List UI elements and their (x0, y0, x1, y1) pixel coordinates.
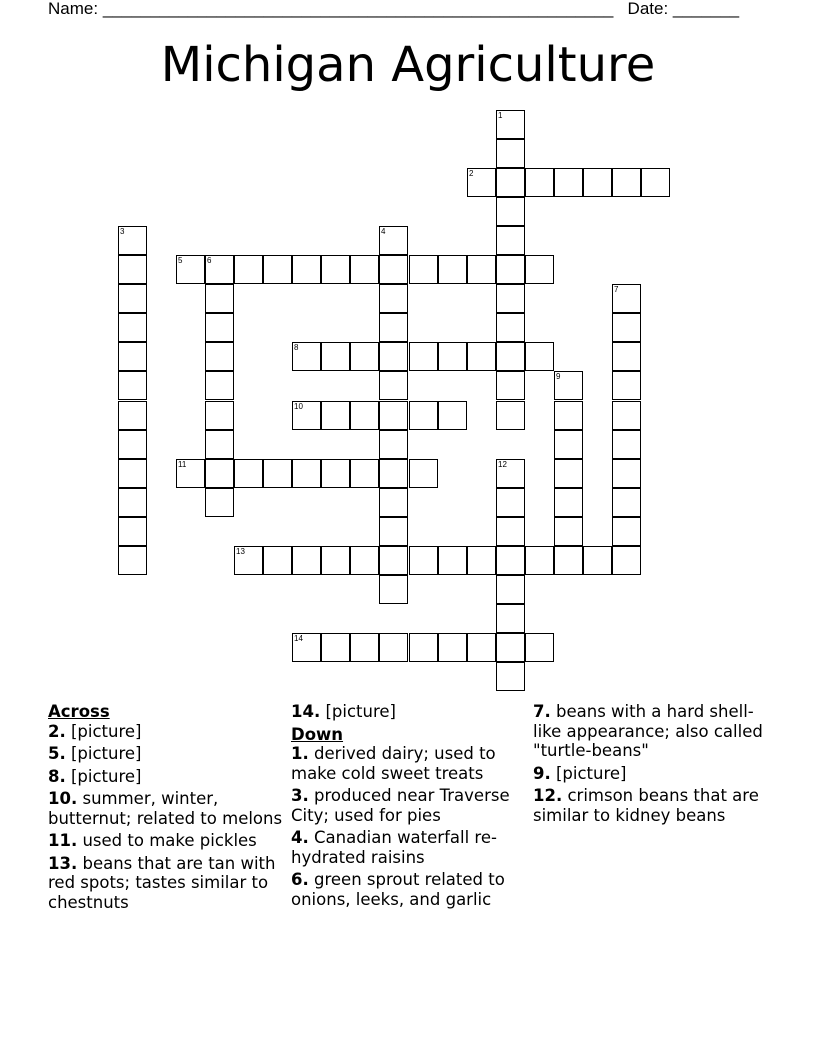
grid-cell[interactable] (612, 488, 641, 517)
grid-cell[interactable] (379, 575, 408, 604)
grid-cell[interactable] (554, 371, 583, 400)
date-line[interactable]: _______ (672, 0, 740, 18)
grid-cell[interactable] (292, 401, 321, 430)
clue-text: [picture] (65, 744, 142, 763)
grid-cell[interactable] (350, 342, 379, 371)
grid-cell[interactable] (263, 546, 292, 575)
down-clue-list-continued (533, 702, 773, 825)
across-clue-list-continued (291, 702, 531, 722)
clue-number: 10 (294, 402, 303, 411)
clue-number: 3 (120, 227, 125, 236)
grid-cell[interactable] (118, 401, 147, 430)
grid-cell[interactable] (205, 371, 234, 400)
grid-cell[interactable] (496, 575, 525, 604)
grid-cell[interactable] (350, 255, 379, 284)
grid-cell[interactable] (379, 371, 408, 400)
grid-cell[interactable] (467, 546, 496, 575)
grid-cell[interactable] (234, 459, 263, 488)
clue-number: 4 (381, 227, 386, 236)
clue-text: [picture] (550, 763, 627, 783)
clue-num: 7. (533, 702, 551, 721)
grid-cell[interactable] (118, 284, 147, 313)
grid-cell[interactable] (118, 313, 147, 342)
clue-text: crimson beans that are similar to kidney beans (533, 786, 759, 825)
grid-cell[interactable] (496, 313, 525, 342)
grid-cell[interactable] (467, 342, 496, 371)
grid-cell[interactable] (496, 255, 525, 284)
grid-cell[interactable] (118, 517, 147, 546)
grid-cell[interactable] (234, 546, 263, 575)
grid-cell[interactable] (205, 488, 234, 517)
grid-cell[interactable] (321, 546, 350, 575)
clue-num: 5. (48, 744, 66, 763)
clue-item (291, 702, 531, 722)
grid-cell[interactable] (612, 459, 641, 488)
grid-cell[interactable] (496, 517, 525, 546)
grid-cell[interactable] (321, 633, 350, 662)
grid-cell[interactable] (438, 401, 467, 430)
grid-cell[interactable] (409, 459, 438, 488)
grid-cell[interactable] (496, 139, 525, 168)
grid-cell[interactable] (525, 342, 554, 371)
grid-cell[interactable] (409, 546, 438, 575)
grid-cell[interactable] (525, 546, 554, 575)
grid-cell[interactable] (205, 255, 234, 284)
grid-cell[interactable] (379, 546, 408, 575)
clue-item (48, 789, 288, 828)
clues-column-3 (533, 702, 773, 828)
grid-cell[interactable] (496, 197, 525, 226)
clue-num: 12. (533, 786, 563, 805)
grid-cell[interactable] (263, 255, 292, 284)
grid-cell[interactable] (379, 313, 408, 342)
clue-item (48, 722, 288, 742)
clue-number: 12 (498, 460, 507, 469)
grid-cell[interactable] (379, 284, 408, 313)
clue-number: 1 (498, 111, 503, 120)
grid-cell[interactable] (612, 401, 641, 430)
grid-cell[interactable] (496, 226, 525, 255)
grid-cell[interactable] (321, 459, 350, 488)
grid-cell[interactable] (496, 401, 525, 430)
clue-num: 6. (291, 870, 309, 889)
across-clue-list (48, 722, 288, 913)
clue-item (48, 767, 288, 787)
grid-cell[interactable] (467, 255, 496, 284)
grid-cell[interactable] (321, 342, 350, 371)
clue-num: 2. (48, 721, 66, 741)
grid-cell[interactable] (583, 168, 612, 197)
clue-number: 2 (469, 169, 474, 178)
grid-cell[interactable] (321, 401, 350, 430)
clue-item (291, 870, 531, 909)
grid-cell[interactable] (118, 255, 147, 284)
page-title: Michigan Agriculture (160, 37, 656, 93)
clue-number: 8 (294, 343, 299, 352)
clue-number: 11 (178, 460, 187, 469)
clue-num: 3. (291, 786, 309, 805)
grid-cell[interactable] (525, 633, 554, 662)
clue-text: produced near Traverse City; used for pies (291, 786, 510, 825)
grid-cell[interactable] (379, 226, 408, 255)
clue-num: 1. (291, 744, 309, 763)
clue-num: 4. (291, 828, 309, 847)
clue-text: summer, winter, butternut; related to melons (48, 789, 283, 828)
grid-cell[interactable] (118, 226, 147, 255)
grid-cell[interactable] (118, 430, 147, 459)
grid-cell[interactable] (292, 342, 321, 371)
grid-cell[interactable] (467, 633, 496, 662)
grid-cell[interactable] (612, 168, 641, 197)
clue-item (291, 786, 531, 825)
date-label: Date: (627, 0, 669, 18)
grid-cell[interactable] (496, 546, 525, 575)
clue-item (291, 828, 531, 867)
grid-cell[interactable] (409, 401, 438, 430)
clue-item (48, 744, 288, 764)
grid-cell[interactable] (118, 459, 147, 488)
grid-cell[interactable] (612, 342, 641, 371)
grid-cell[interactable] (612, 284, 641, 313)
clue-item (48, 854, 288, 913)
grid-cell[interactable] (438, 342, 467, 371)
grid-cell[interactable] (205, 459, 234, 488)
grid-cell[interactable] (176, 459, 205, 488)
grid-cell[interactable] (525, 168, 554, 197)
grid-cell[interactable] (438, 633, 467, 662)
grid-cell[interactable] (496, 488, 525, 517)
grid-cell[interactable] (409, 255, 438, 284)
grid-cell[interactable] (350, 633, 379, 662)
clue-number: 13 (236, 547, 245, 556)
clue-number: 7 (614, 285, 619, 294)
grid-cell[interactable] (205, 313, 234, 342)
grid-cell[interactable] (612, 313, 641, 342)
grid-cell[interactable] (496, 342, 525, 371)
grid-cell[interactable] (379, 488, 408, 517)
clue-text: [picture] (65, 766, 142, 786)
grid-cell[interactable] (612, 371, 641, 400)
down-clue-list (291, 744, 531, 909)
grid-cell[interactable] (205, 430, 234, 459)
clue-item (533, 786, 773, 825)
clues-column-2 (291, 702, 531, 912)
grid-cell[interactable] (496, 371, 525, 400)
clue-text: used to make pickles (77, 831, 257, 850)
clue-number: 6 (207, 256, 212, 265)
across-heading: Across (48, 702, 110, 721)
grid-cell[interactable] (379, 459, 408, 488)
grid-cell[interactable] (205, 401, 234, 430)
grid-cell[interactable] (496, 459, 525, 488)
clue-num: 11. (48, 831, 78, 850)
clue-number: 9 (556, 372, 561, 381)
grid-cell[interactable] (438, 255, 467, 284)
clue-item (533, 764, 773, 784)
grid-cell[interactable] (554, 168, 583, 197)
grid-cell[interactable] (496, 110, 525, 139)
clue-number: 14 (294, 634, 303, 643)
clue-text: Canadian waterfall re-hydrated raisins (291, 828, 497, 867)
grid-cell[interactable] (496, 168, 525, 197)
clue-item (48, 831, 288, 851)
grid-cell[interactable] (496, 604, 525, 633)
grid-cell[interactable] (554, 430, 583, 459)
grid-cell[interactable] (379, 401, 408, 430)
name-label: Name: (48, 0, 99, 18)
grid-cell[interactable] (321, 255, 350, 284)
grid-cell[interactable] (612, 430, 641, 459)
clue-text: [picture] (65, 721, 142, 741)
grid-cell[interactable] (292, 546, 321, 575)
grid-cell[interactable] (554, 546, 583, 575)
name-line[interactable]: ______________________________________________________ (102, 0, 614, 18)
clue-text: derived dairy; used to make cold sweet treats (291, 744, 496, 783)
grid-cell[interactable] (554, 401, 583, 430)
grid-cell[interactable] (409, 342, 438, 371)
clue-num: 8. (48, 766, 66, 786)
clue-num: 9. (533, 763, 551, 783)
down-heading: Down (291, 724, 344, 744)
clue-item (533, 702, 773, 761)
grid-cell[interactable] (612, 517, 641, 546)
grid-cell[interactable] (641, 168, 670, 197)
grid-cell[interactable] (350, 459, 379, 488)
grid-cell[interactable] (350, 546, 379, 575)
grid-cell[interactable] (409, 633, 438, 662)
grid-cell[interactable] (438, 546, 467, 575)
grid-cell[interactable] (379, 517, 408, 546)
grid-cell[interactable] (496, 284, 525, 313)
grid-cell[interactable] (118, 488, 147, 517)
grid-cell[interactable] (554, 517, 583, 546)
grid-cell[interactable] (292, 459, 321, 488)
grid-cell[interactable] (467, 168, 496, 197)
clue-text: beans with a hard shell-like appearance; also called "turtle-beans" (533, 702, 763, 760)
clue-item (291, 744, 531, 783)
clue-text: [picture] (320, 702, 396, 721)
clues-column-1 (48, 702, 288, 915)
grid-cell[interactable] (118, 546, 147, 575)
grid-cell[interactable] (612, 546, 641, 575)
clue-num: 13. (48, 853, 78, 873)
grid-cell[interactable] (234, 255, 263, 284)
grid-cell[interactable] (350, 401, 379, 430)
grid-cell[interactable] (205, 284, 234, 313)
grid-cell[interactable] (379, 430, 408, 459)
grid-cell[interactable] (118, 371, 147, 400)
grid-cell[interactable] (118, 342, 147, 371)
grid-cell[interactable] (379, 633, 408, 662)
grid-cell[interactable] (525, 255, 554, 284)
clue-text: green sprout related to onions, leeks, and garlic (291, 870, 505, 909)
grid-cell[interactable] (583, 546, 612, 575)
grid-cell[interactable] (263, 459, 292, 488)
grid-cell[interactable] (554, 459, 583, 488)
clue-text: beans that are tan with red spots; tastes similar to chestnuts (48, 853, 276, 912)
clue-num: 14. (291, 702, 321, 721)
clue-num: 10. (48, 789, 78, 808)
grid-cell[interactable] (554, 488, 583, 517)
grid-cell[interactable] (379, 255, 408, 284)
grid-cell[interactable] (379, 342, 408, 371)
grid-cell[interactable] (205, 342, 234, 371)
grid-cell[interactable] (292, 633, 321, 662)
grid-cell[interactable] (496, 633, 525, 662)
clue-number: 5 (178, 256, 183, 265)
grid-cell[interactable] (496, 662, 525, 691)
grid-cell[interactable] (292, 255, 321, 284)
grid-cell[interactable] (176, 255, 205, 284)
